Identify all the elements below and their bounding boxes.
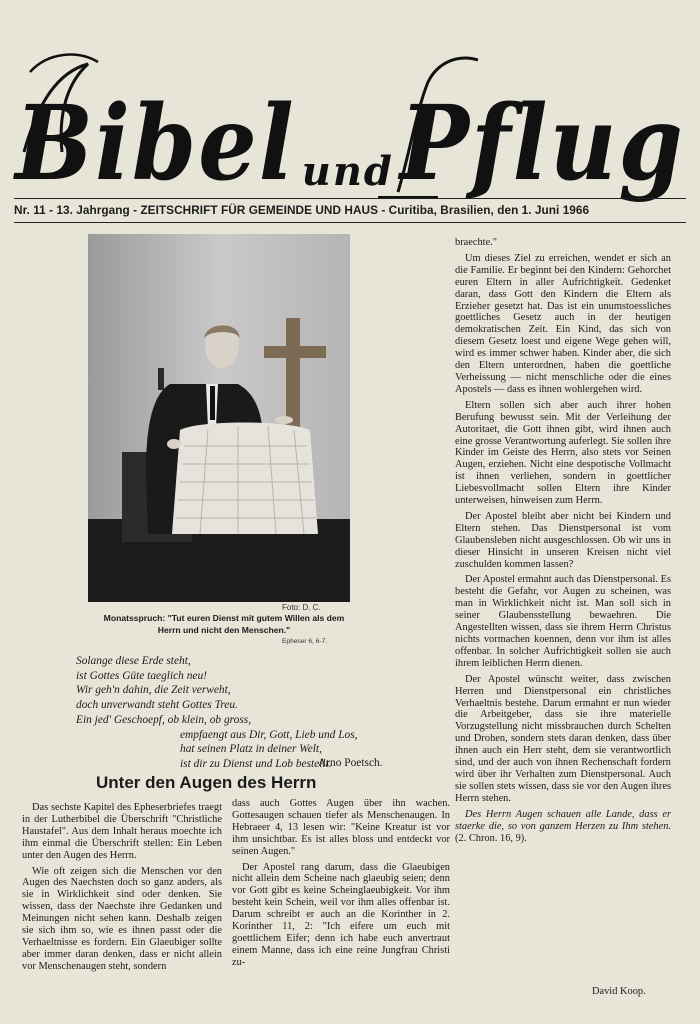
article-paragraph: Der Apostel wünscht weiter, dass zwischen Herren und Dienstpersonal ein christliches Verhaeltnis bestehe. Darum ermahnt er nun wieder die Arbeitgeber, dass sie ihre materielle Vorzugstellung nicht missbrauchen durch Schelten und Drohen, sondern stets daran denken, dass über ihnen auch ein Herr steht, dem sie verantwortlich sind, und der auch von ihnen Rechenschaft fordern wird über ihr Verhalten zum Dienstpersonal. Auch sie sollen stets wissen, dass sie vor den Augen ihres Herrn stehen. [455,673,671,804]
poem-line: empfaengt aus Dir, Gott, Lieb und Los, [180,728,358,741]
poem-line: Solange diese Erde steht, [76,655,191,667]
article-signature: David Koop. [592,986,646,997]
poem-line: hat seinen Platz in deiner Welt, [180,743,322,756]
poem-line: Ein jed' Geschoepf, ob klein, ob gross, [76,713,252,726]
article-column-3 [455,237,671,848]
masthead-word-und: und [301,148,394,195]
poem-author: Arno Poetsch. [318,757,383,769]
article-headline: Unter den Augen des Herrn [96,773,317,792]
masthead-rule-top [14,198,686,199]
pastor-photo [88,234,350,602]
photo-caption: Monatsspruch: "Tut euren Dienst mit gutem Willen als dem Herrn und nicht den Menschen." [103,613,345,635]
masthead-word-bibel: Bibel [15,82,296,204]
photo-credit: Foto: D. C. [282,603,321,612]
masthead-title [15,42,685,204]
article-column-2 [232,798,450,973]
photo-caption-reference: Epheser 6, 6-7. [282,638,328,645]
article-paragraph: dass auch Gottes Augen über ihn wachen. Gottesaugen schauen tiefer als Menschenaugen. In Hebraeer 4, 13 lesen wir: "Keine Kreatur ist vor ihm unsichtbar. Es ist alles bloss und entdeckt vor seinen Augen." [232,798,450,857]
masthead-rule-bottom [14,222,686,223]
poem-line: Wir geh'n dahin, die Zeit verweht, [76,684,231,697]
article-paragraph: Wie oft zeigen sich die Menschen vor den Augen des Naechsten doch so ganz anders, als sie in Wirklichkeit sind oder denken. Sie wissen, dass der Naechste ihre Gedanken und Meinungen nicht sehen kann. Deshalb zeigen sie sich ihm so, wie es ihnen passt oder die Verhaeltnisse es fordern. Ein Glaeubiger sollte aber immer daran denken, dass er nicht allein vor Menschenaugen steht, sondern [22,865,222,972]
issue-line: Nr. 11 - 13. Jahrgang - ZEITSCHRIFT FÜR GEMEINDE UND HAUS - Curitiba, Brasilien, den 1. Juni 1966 [14,203,590,217]
masthead [15,42,685,204]
article-column-1 [22,802,222,977]
closing-quote-reference: (2. Chron. 16, 9). [455,832,527,844]
poem-line: ist dir zu Dienst und Lob bestellt. [180,757,332,770]
closing-quote [455,809,671,845]
closing-quote-text: Des Herrn Augen schauen alle Lande, dass er staerke die, so von ganzem Herzen zu Ihm stehen. [455,808,671,832]
article-paragraph: Eltern sollen sich aber auch ihrer hohen Berufung bewusst sein. Mit der Verleihung der Autoritaet, die Gott ihnen gibt, wird ihnen auch eine grosse Verantwortung auferlegt. Sie sollen ihre Kinder im Geiste des Herrn, also stets vor Seinen Augen, erziehen. Nicht eine despotische Vollmacht ist ihnen verliehen, sondern in goettlicher Liebesvollmacht sollen Eltern ihre Kinder unterweisen, hinweisen zum Herrn. [455,399,671,507]
poem [76,654,396,772]
article-paragraph: Der Apostel bleibt aber nicht bei Kindern und Eltern stehen. Das Dienstpersonal ist vom Glaubensleben nicht ausgeschlossen. Ob wir uns in dieser Hinsicht in unseren Kreisen nicht viel zuschulden kommen lassen? [455,510,671,570]
article-paragraph: Der Apostel rang darum, dass die Glaeubigen nicht allein dem Scheine nach glaeubig seien; denn vor Gott gibt es keine Scheinglaeubigkeit. Vor ihm besteht kein Schein, weil vor ihm alles offenbar ist. Darum schreibt er auch an die Korinther in 2. Korinther 11, 2: "Ich eifere um euch mit goettlichem Eifer; denn ich habe euch anvertraut einem Manne, dass ich eine reine Jungfrau Christi zu- [232,861,450,968]
article-paragraph: braechte." [455,237,498,248]
article-paragraph: Um dieses Ziel zu erreichen, wendet er sich an die Familie. Er beginnt bei den Kindern: Gehorchet euren Eltern in aller Aufrichtigkeit. Gedenket daran, dass Gott den Kindern die Eltern als Erzieher gesetzt hat. Das ist ein unumstoessliches goettliches Gesetz auch in der heutigen demokratischen Zeit. Ein Kind, das sich von diesem Gesetz loest und eigene Wege gehen will, wird es immer schwer haben. Kinder aber, die sich den Eltern unterordnen, haben die goettliche Verheissung — nicht menschliche oder die eines Apostels — dass es ihnen wohlergehen wird. [455,252,671,395]
article-paragraph: Das sechste Kapitel des Epheserbriefes traegt in der Lutherbibel die Überschrift "Christliche Haustafel". Aus dem Inhalt heraus moechte ich ihm einmal die Überschrift stellen: Ein Leben unter den Augen des Herrn. [22,802,222,861]
poem-line: doch unverwandt steht Gottes Treu. [76,699,238,712]
article-paragraph: Der Apostel ermahnt auch das Dienstpersonal. Es besteht die Gefahr, vor Augen zu scheinen, was man in Wirklichkeit nicht ist. Man soll sich in seiner Glaubensstellung bewaehren. Die Angestellten wissen, dass sie ihrem Herrn Christus nichts vormachen koennen, denn vor ihm ist alles offenbar. In solcher Aufrichtigkeit sollen sie auch ihrem leiblichen Herrn dienen. [455,574,671,669]
masthead-word-pflug: Pflug [399,82,685,204]
poem-line: ist Gottes Güte taeglich neu! [76,669,207,682]
pastor-photo-image [88,234,350,602]
